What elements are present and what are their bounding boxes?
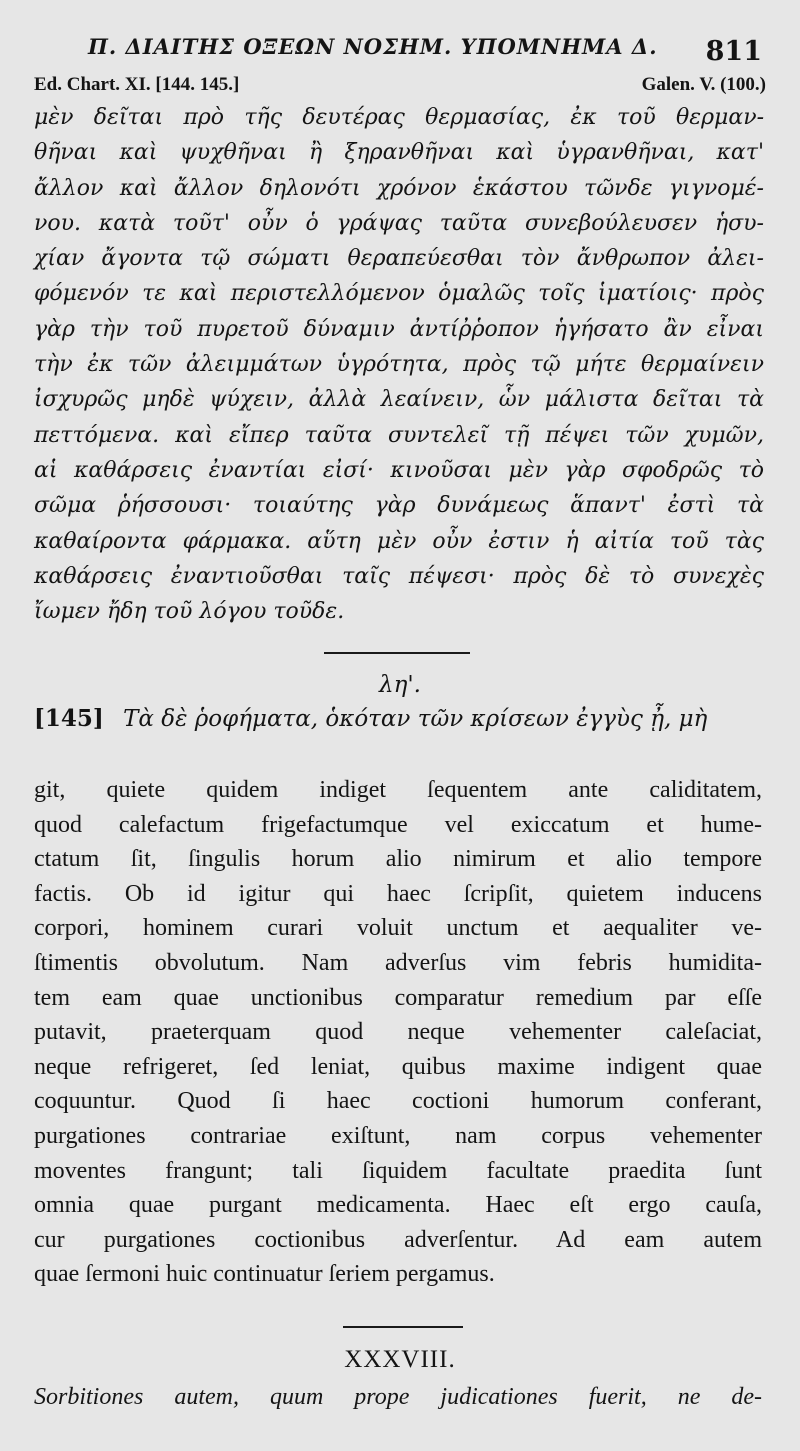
- latin-line: neque refrigeret, ſed leniat, quibus maxime indigent quae: [34, 1053, 762, 1080]
- greek-line: αἱ καθάρσεις ἐναντίαι εἰσί· κινοῦσαι μὲν γὰρ σφοδρῶς τὸ: [34, 457, 764, 483]
- edition-reference-line: [34, 74, 766, 98]
- greek-section-number: λη'.: [379, 672, 421, 698]
- latin-line: corpori, hominem curari voluit unctum et aequaliter ve-: [34, 915, 762, 942]
- greek-line: ἄλλον καὶ ἄλλον δηλονότι χρόνον ἑκάστου τῶνδε γιγνομέ-: [34, 175, 764, 201]
- page-number: 811: [705, 36, 762, 67]
- running-header: [34, 32, 766, 68]
- running-title: Π. ΔΙΑΙΤΗΣ ΟΞΕΩΝ ΝΟΣΗΜ. ΥΠΟΜΝΗΜΑ Δ.: [88, 34, 658, 59]
- latin-line: moventes frangunt; tali ſiquidem facultate praedita ſunt: [34, 1157, 762, 1184]
- latin-line: tem eam quae unctionibus comparatur remedium par eſſe: [34, 984, 762, 1011]
- latin-section-number: XXXVIII.: [344, 1346, 456, 1373]
- latin-line: ſtimentis obvolutum. Nam adverſus vim febris humidita-: [34, 949, 762, 976]
- latin-line: git, quiete quidem indiget ſequentem ante caliditatem,: [34, 777, 762, 803]
- latin-line: cur purgationes coctionibus adverſentur. Ad eam autem: [34, 1226, 762, 1253]
- greek-line: ἴωμεν ἤδη τοῦ λόγου τοῦδε.: [34, 599, 345, 625]
- greek-commentary-text: [34, 100, 764, 629]
- section-divider: [343, 1326, 463, 1328]
- latin-line: putavit, praeterquam quod neque vehementer caleſaciat,: [34, 1019, 762, 1046]
- galen-reference: Galen. V. (100.): [641, 74, 766, 95]
- greek-line: καθάρσεις ἐναντιοῦσθαι ταῖς πέψεσι· πρὸς δὲ τὸ συνεχὲς: [34, 563, 764, 589]
- latin-line: purgationes contrariae exiſtunt, nam corpus vehementer: [34, 1122, 762, 1149]
- latin-lemma-text: Sorbitiones autem, quum prope judicationes fuerit, ne de-: [34, 1384, 762, 1410]
- greek-line: γὰρ τὴν τοῦ πυρετοῦ δύναμιν ἀντίῤῥοπον ἡγήσατο ἂν εἶναι: [34, 316, 764, 342]
- latin-line: omnia quae purgant medicamenta. Haec eſt ergo cauſa,: [34, 1192, 762, 1219]
- edition-reference: Ed. Chart. XI. [144. 145.]: [34, 74, 240, 95]
- latin-line: factis. Ob id igitur qui haec ſcripſit, quietem inducens: [34, 880, 762, 907]
- lemma-page-reference: [145]: [34, 705, 104, 732]
- greek-line: σῶμα ῥήσσουσι· τοιαύτης γὰρ δυνάμεως ἅπαντ' ἐστὶ τὰ: [34, 493, 764, 519]
- latin-line: quod calefactum frigefactumque vel exiccatum et hume-: [34, 811, 762, 838]
- greek-line: μὲν δεῖται πρὸ τῆς δευτέρας θερμασίας, ἐκ τοῦ θερμαν-: [34, 105, 764, 130]
- greek-line: νου. κατὰ τοῦτ' οὖν ὁ γράψας ταῦτα συνεβούλευσεν ἡσυ-: [34, 210, 764, 236]
- latin-line: quae ſermoni huic continuatur ſeriem pergamus.: [34, 1261, 495, 1288]
- greek-lemma-text: Τὰ δὲ ῥοφήματα, ὁκόταν τῶν κρίσεων ἐγγὺς ᾖ, μὴ: [123, 706, 708, 732]
- greek-line: καθαίροντα φάρμακα. αὕτη μὲν οὖν ἐστιν ἡ αἰτία τοῦ τὰς: [34, 528, 764, 554]
- latin-line: coquuntur. Quod ſi haec coctioni humorum conferant,: [34, 1088, 762, 1115]
- greek-lemma: [34, 705, 764, 732]
- greek-line: θῆναι καὶ ψυχθῆναι ἢ ξηρανθῆναι καὶ ὑγρανθῆναι, κατ': [34, 140, 764, 166]
- greek-line: πεττόμενα. καὶ εἴπερ ταῦτα συντελεῖ τῇ πέψει τῶν χυμῶν,: [34, 422, 764, 448]
- greek-line: φόμενόν τε καὶ περιστελλόμενον ὁμαλῶς τοῖς ἱματίοις· πρὸς: [34, 281, 764, 307]
- greek-line: τὴν ἐκ τῶν ἀλειμμάτων ὑγρότητα, πρὸς τῷ μήτε θερμαίνειν: [34, 352, 764, 378]
- latin-translation-text: [34, 773, 762, 1292]
- section-divider: [324, 652, 470, 654]
- latin-line: ctatum ſit, ſingulis horum alio nimirum et alio tempore: [34, 846, 762, 873]
- greek-line: ἰσχυρῶς μηδὲ ψύχειν, ἀλλὰ λεαίνειν, ὧν μάλιστα δεῖται τὰ: [34, 387, 764, 413]
- greek-line: χίαν ἄγοντα τῷ σώματι θεραπεύεσθαι τὸν ἄνθρωπον ἀλει-: [34, 246, 764, 272]
